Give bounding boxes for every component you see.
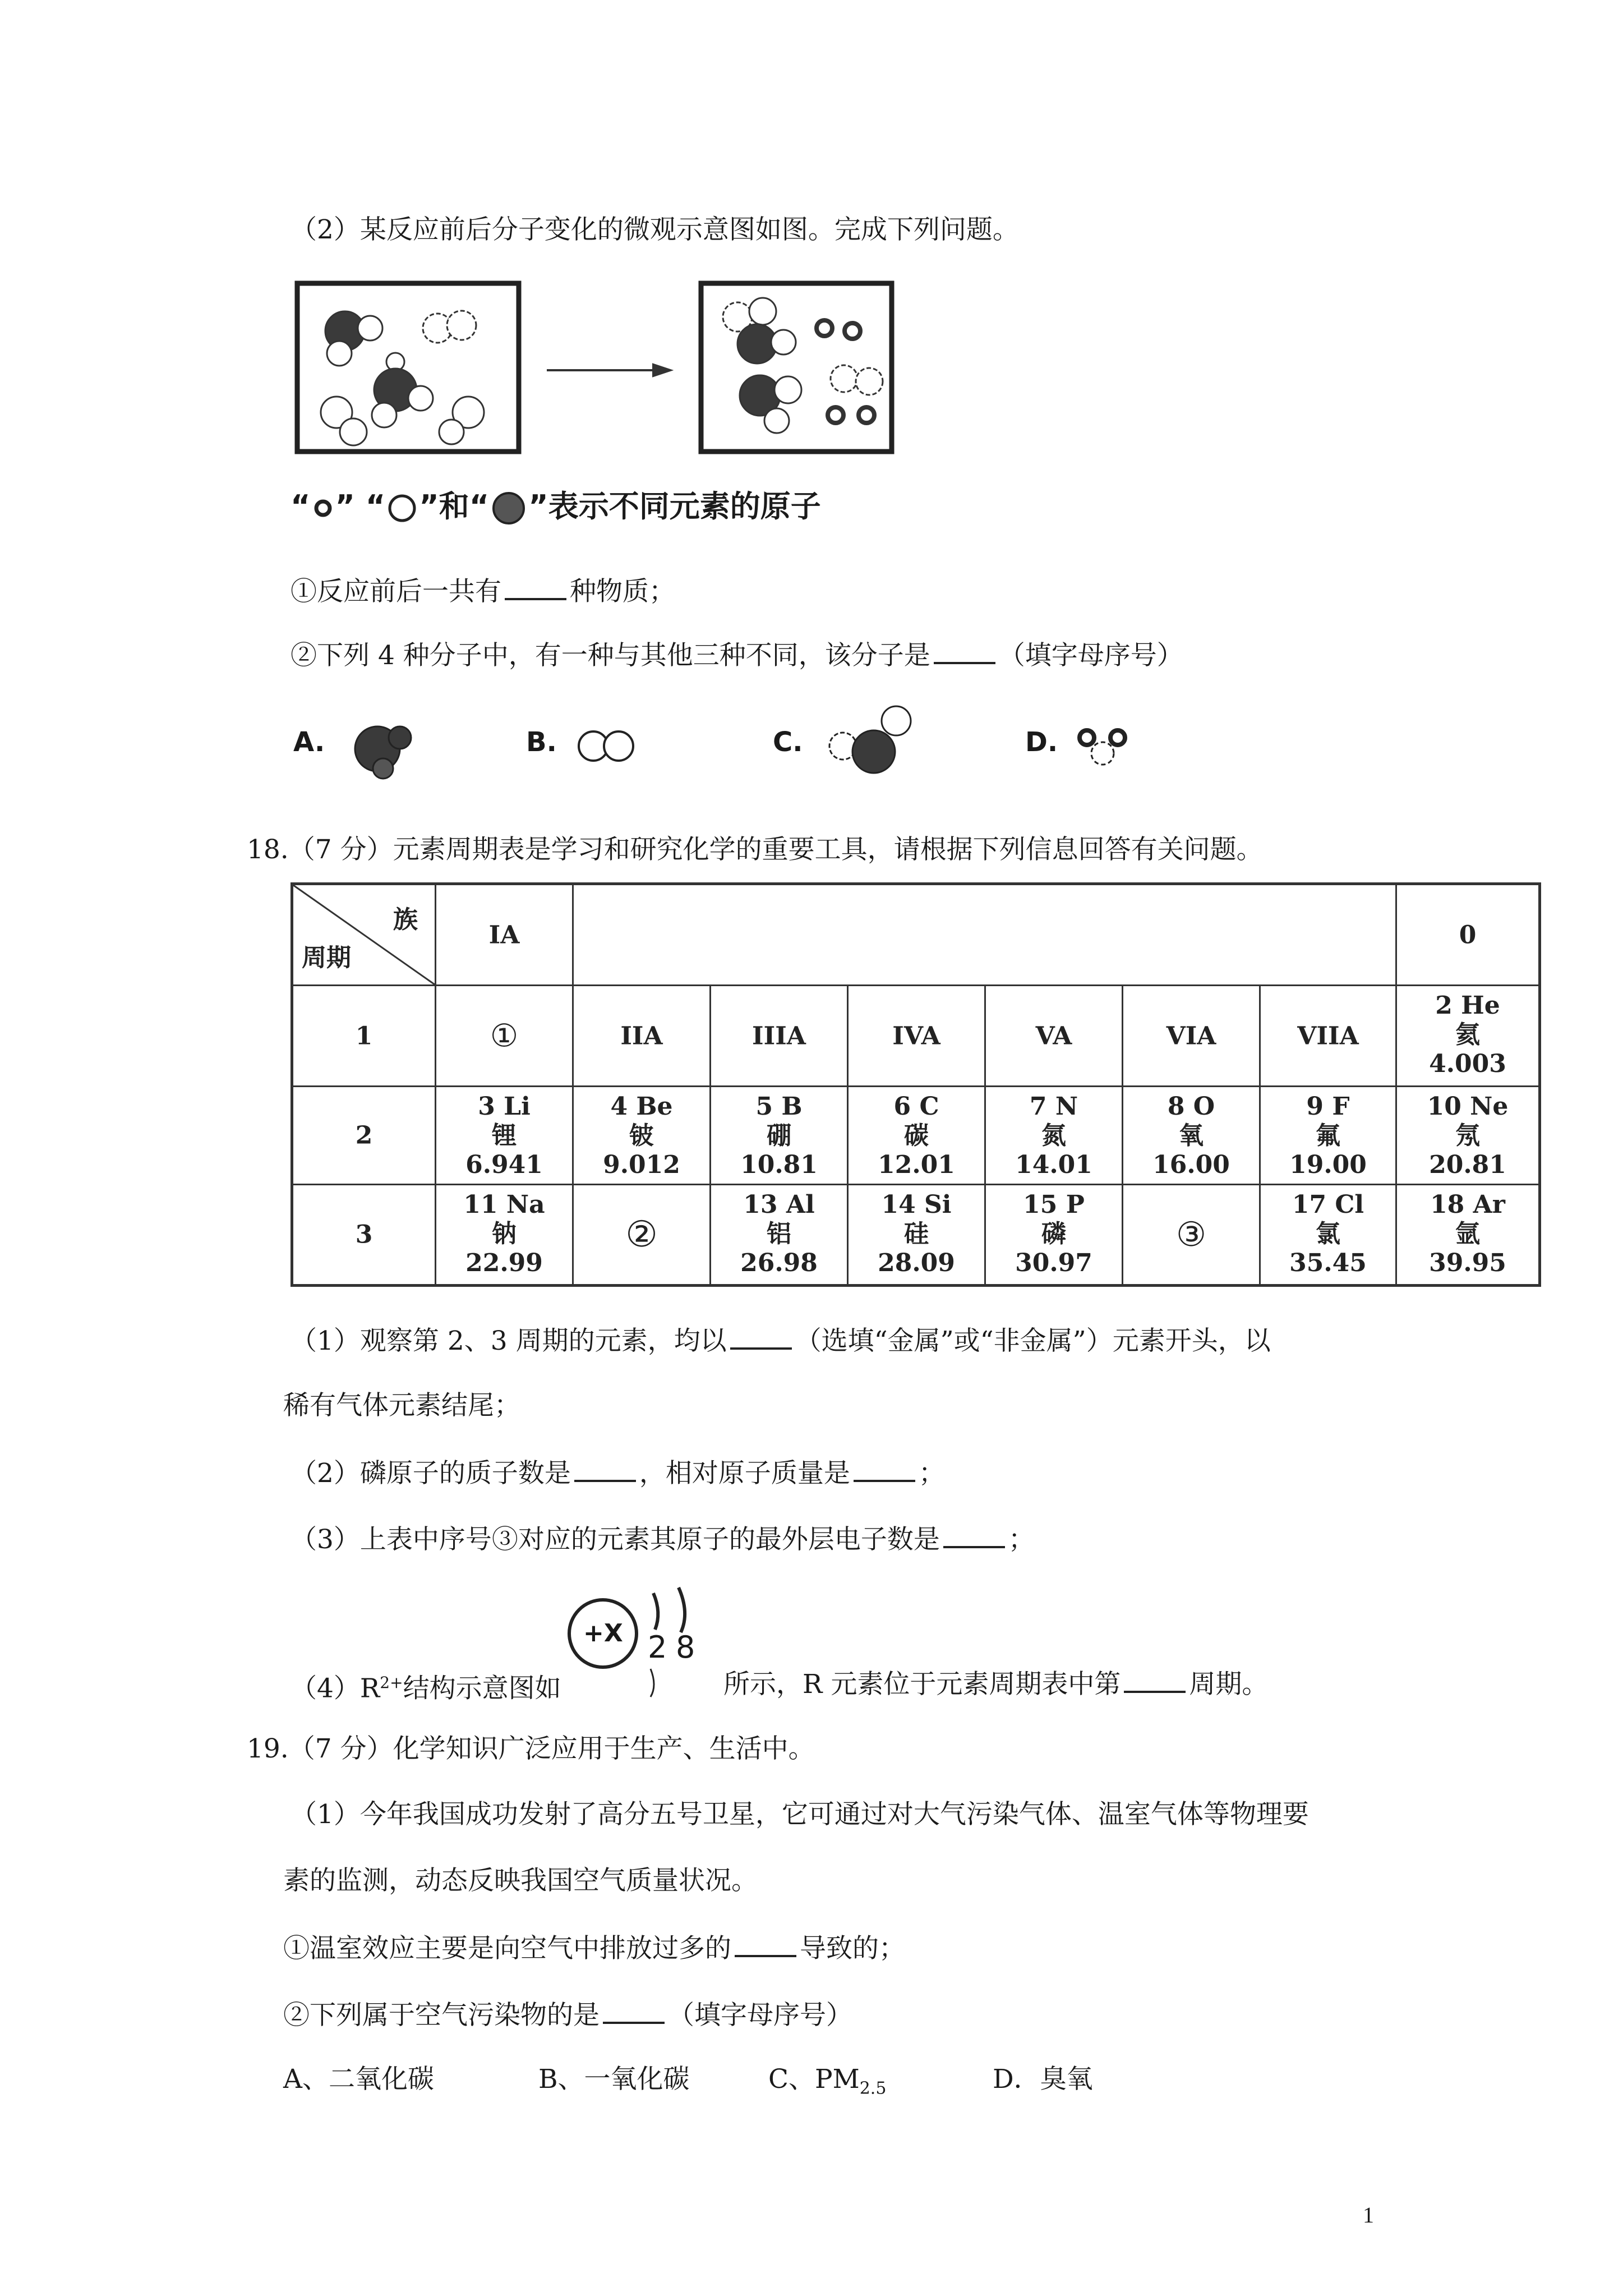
group-label: VA bbox=[1035, 1022, 1072, 1050]
element-ne bbox=[1397, 1087, 1538, 1185]
q18-p3-text: （3）上表中序号③对应的元素其原子的最外层电子数是 bbox=[291, 1524, 940, 1555]
shell-2-electrons: 8 bbox=[676, 1630, 695, 1665]
legend-sep2: ”和“ bbox=[419, 489, 490, 524]
q18-heading: 18.（7 分）元素周期表是学习和研究化学的重要工具，请根据下列信息回答有关问题。 bbox=[247, 834, 1263, 865]
element-mass: 14.01 bbox=[1015, 1151, 1092, 1179]
q18-p4-mid: 结构示意图如 bbox=[403, 1673, 561, 1704]
marker-1: ① bbox=[490, 1018, 519, 1054]
element-name: 锂 bbox=[492, 1121, 517, 1150]
q18-p4-text: （4）R bbox=[291, 1673, 380, 1704]
period-label: 3 bbox=[355, 1220, 373, 1249]
q19-p1-line2: 素的监测，动态反映我国空气质量状况。 bbox=[283, 1865, 758, 1896]
small-atom-icon bbox=[311, 496, 335, 521]
q18-p1 bbox=[291, 1323, 1271, 1358]
white-atom-icon bbox=[385, 491, 419, 525]
period-2-label bbox=[293, 1087, 436, 1185]
element-name: 碳 bbox=[904, 1121, 929, 1150]
gray-atom-icon bbox=[489, 489, 528, 528]
period-3-label bbox=[293, 1185, 436, 1284]
q18-p3-tail: ； bbox=[1008, 1524, 1035, 1555]
group-label: IVA bbox=[892, 1022, 940, 1050]
element-mass: 30.97 bbox=[1015, 1249, 1092, 1277]
group-0-label: 0 bbox=[1459, 921, 1477, 949]
q18-p1-line2: 稀有气体元素结尾； bbox=[283, 1390, 520, 1421]
charge-superscript: 2+ bbox=[380, 1673, 403, 1692]
after-molecules bbox=[723, 298, 883, 433]
group-label: IIA bbox=[620, 1022, 663, 1050]
corner-period-label: 周期 bbox=[302, 944, 351, 972]
legend-quote: “ bbox=[291, 489, 311, 524]
option-a-label: A. bbox=[293, 726, 325, 758]
group-via-cell bbox=[1123, 986, 1261, 1087]
q17-sub2-tail: （填字母序号） bbox=[998, 640, 1183, 671]
element-cl bbox=[1261, 1185, 1397, 1284]
q19-s2 bbox=[283, 1997, 852, 2032]
group-ia-label: IA bbox=[488, 921, 520, 949]
element-name: 钠 bbox=[492, 1220, 517, 1248]
marker-2-cell bbox=[574, 1185, 711, 1284]
q19-option-c-sub: 2.5 bbox=[859, 2078, 887, 2099]
molecule-a-icon bbox=[344, 712, 428, 780]
element-name: 硅 bbox=[904, 1220, 929, 1248]
element-li bbox=[436, 1087, 574, 1185]
element-number-symbol: 5 B bbox=[755, 1092, 803, 1121]
q18-p2-mid: ，相对原子质量是 bbox=[639, 1458, 850, 1489]
element-name: 硼 bbox=[767, 1121, 791, 1150]
answer-blank[interactable] bbox=[730, 1323, 792, 1350]
q19-p1-line1: （1）今年我国成功发射了高分五号卫星，它可通过对大气污染气体、温室气体等物理要 bbox=[291, 1799, 1309, 1830]
q18-p1-text: （1）观察第 2、3 周期的元素，均以 bbox=[291, 1326, 727, 1356]
element-he bbox=[1397, 986, 1538, 1087]
answer-blank[interactable] bbox=[1124, 1666, 1186, 1693]
period-label: 1 bbox=[355, 1022, 373, 1050]
element-ar bbox=[1397, 1185, 1538, 1284]
element-number-symbol: 10 Ne bbox=[1427, 1092, 1509, 1121]
marker-2: ② bbox=[625, 1214, 658, 1255]
group-iva-cell bbox=[849, 986, 986, 1087]
molecule-d-icon bbox=[1064, 715, 1154, 771]
answer-blank[interactable] bbox=[603, 1997, 665, 2024]
group-iia-cell bbox=[574, 986, 711, 1087]
element-na bbox=[436, 1185, 574, 1284]
element-number-symbol: 14 Si bbox=[881, 1190, 952, 1219]
q19-option-c bbox=[768, 2063, 886, 2105]
element-number-symbol: 4 Be bbox=[610, 1092, 673, 1121]
element-c bbox=[849, 1087, 986, 1185]
q18-p4-after: 所示，R 元素位于元素周期表中第 bbox=[723, 1669, 1121, 1700]
element-f bbox=[1261, 1087, 1397, 1185]
element-mass: 19.00 bbox=[1289, 1151, 1367, 1179]
element-be bbox=[574, 1087, 711, 1185]
q19-s2-tail: （填字母序号） bbox=[668, 2000, 852, 2031]
corner-group-label: 族 bbox=[393, 905, 418, 934]
answer-blank[interactable] bbox=[735, 1930, 796, 1957]
periodic-table bbox=[291, 882, 1541, 1287]
q19-option-d: D．臭氧 bbox=[993, 2064, 1093, 2095]
q17-sub1 bbox=[291, 573, 675, 609]
legend-text: ”表示不同元素的原子 bbox=[528, 489, 821, 524]
answer-blank[interactable] bbox=[854, 1455, 915, 1482]
shell-1-electrons: 2 bbox=[648, 1630, 667, 1665]
option-d-label: D. bbox=[1025, 726, 1058, 758]
atom-legend bbox=[291, 482, 821, 528]
q18-p2-text: （2）磷原子的质子数是 bbox=[291, 1458, 571, 1489]
answer-blank[interactable] bbox=[943, 1521, 1005, 1548]
element-mass: 28.09 bbox=[878, 1249, 955, 1277]
q17-sub2 bbox=[291, 637, 1183, 673]
element-name: 铍 bbox=[629, 1121, 654, 1150]
element-mass: 6.941 bbox=[465, 1151, 543, 1179]
period-1-label bbox=[293, 986, 436, 1087]
element-mass: 16.00 bbox=[1152, 1151, 1230, 1179]
group-label: IIIA bbox=[752, 1022, 806, 1050]
element-number-symbol: 18 Ar bbox=[1430, 1190, 1505, 1219]
element-number-symbol: 7 N bbox=[1029, 1092, 1078, 1121]
legend-sep1: ” “ bbox=[335, 489, 386, 524]
q17-sub1-text: ①反应前后一共有 bbox=[291, 576, 501, 607]
q19-option-b: B、一氧化碳 bbox=[538, 2064, 690, 2095]
element-b bbox=[711, 1087, 849, 1185]
group-label: VIA bbox=[1166, 1022, 1216, 1050]
atom-structure-diagram bbox=[561, 1571, 729, 1700]
element-number-symbol: 3 Li bbox=[478, 1092, 531, 1121]
group-label: VIIA bbox=[1297, 1022, 1359, 1050]
marker-3-cell bbox=[1123, 1185, 1261, 1284]
q17-sub1-tail: 种物质； bbox=[570, 576, 675, 607]
answer-blank[interactable] bbox=[934, 637, 995, 664]
q19-s2-text: ②下列属于空气污染物的是 bbox=[283, 2000, 600, 2031]
q18-p2-tail: ； bbox=[918, 1458, 945, 1489]
element-n bbox=[986, 1087, 1123, 1185]
row1-ia-cell bbox=[436, 986, 574, 1087]
element-name: 氯 bbox=[1316, 1220, 1340, 1248]
molecule-b-icon bbox=[571, 718, 649, 774]
q18-p4 bbox=[291, 1666, 561, 1706]
element-name: 氦 bbox=[1455, 1020, 1480, 1049]
q18-p2 bbox=[291, 1455, 945, 1490]
element-al bbox=[711, 1185, 849, 1284]
group-va-cell bbox=[986, 986, 1123, 1087]
molecule-options bbox=[291, 707, 1188, 780]
element-number-symbol: 17 Cl bbox=[1292, 1190, 1364, 1219]
element-name: 铝 bbox=[767, 1220, 791, 1248]
q19-s1-tail: 导致的； bbox=[800, 1933, 905, 1964]
q18-p4-end: 周期。 bbox=[1189, 1669, 1269, 1700]
element-number-symbol: 6 C bbox=[893, 1092, 939, 1121]
q19-option-a: A、二氧化碳 bbox=[283, 2064, 434, 2095]
molecule-c-icon bbox=[818, 698, 930, 783]
q17-sub2-text: ②下列 4 种分子中，有一种与其他三种不同，该分子是 bbox=[291, 640, 930, 671]
q18-p4-cont bbox=[723, 1666, 1268, 1701]
q17-2-intro: （2）某反应前后分子变化的微观示意图如图。完成下列问题。 bbox=[291, 214, 1019, 245]
element-number-symbol: 15 P bbox=[1023, 1190, 1085, 1219]
before-molecules bbox=[321, 311, 484, 445]
element-mass: 35.45 bbox=[1289, 1249, 1367, 1277]
q18-p1-tail: （选填“金属”或“非金属”）元素开头，以 bbox=[795, 1326, 1271, 1356]
element-mass: 26.98 bbox=[740, 1249, 818, 1277]
marker-3: ③ bbox=[1176, 1215, 1206, 1254]
group-viia-cell bbox=[1261, 986, 1397, 1087]
group-0-header bbox=[1397, 885, 1538, 986]
element-si bbox=[849, 1185, 986, 1284]
element-name: 氮 bbox=[1041, 1121, 1066, 1150]
element-name: 氖 bbox=[1455, 1121, 1480, 1150]
reaction-diagram bbox=[283, 278, 939, 463]
element-name: 磷 bbox=[1041, 1220, 1066, 1248]
element-mass: 39.95 bbox=[1429, 1249, 1506, 1277]
answer-blank[interactable] bbox=[505, 573, 566, 600]
q19-option-c-text: C、PM bbox=[768, 2064, 860, 2095]
q19-s1-text: ①温室效应主要是向空气中排放过多的 bbox=[283, 1933, 731, 1964]
element-mass: 20.81 bbox=[1429, 1151, 1506, 1179]
group-middle-header bbox=[574, 885, 1397, 986]
option-c-label: C. bbox=[773, 726, 803, 758]
element-mass: 4.003 bbox=[1429, 1050, 1506, 1078]
arrow bbox=[547, 365, 670, 376]
element-number-symbol: 8 O bbox=[1167, 1092, 1215, 1121]
element-name: 氩 bbox=[1455, 1220, 1480, 1248]
table-corner bbox=[293, 885, 436, 986]
element-mass: 22.99 bbox=[465, 1249, 543, 1277]
element-number-symbol: 9 F bbox=[1306, 1092, 1350, 1121]
group-iiia-cell bbox=[711, 986, 849, 1087]
element-o bbox=[1123, 1087, 1261, 1185]
element-number-symbol: 2 He bbox=[1435, 991, 1500, 1020]
option-b-label: B. bbox=[526, 726, 557, 758]
element-p bbox=[986, 1185, 1123, 1284]
q18-p3 bbox=[291, 1521, 1035, 1557]
q19-s1 bbox=[283, 1930, 905, 1966]
element-mass: 10.81 bbox=[740, 1151, 818, 1179]
element-mass: 9.012 bbox=[603, 1151, 680, 1179]
element-name: 氧 bbox=[1179, 1121, 1204, 1150]
element-number-symbol: 13 Al bbox=[743, 1190, 815, 1219]
element-name: 氟 bbox=[1316, 1121, 1340, 1150]
answer-blank[interactable] bbox=[574, 1455, 636, 1482]
period-label: 2 bbox=[355, 1121, 373, 1150]
element-mass: 12.01 bbox=[878, 1151, 955, 1179]
q19-heading: 19.（7 分）化学知识广泛应用于生产、生活中。 bbox=[247, 1733, 815, 1764]
element-number-symbol: 11 Na bbox=[463, 1190, 545, 1219]
page-number: 1 bbox=[1363, 2202, 1374, 2228]
group-ia-header bbox=[436, 885, 574, 986]
nucleus-label: +X bbox=[583, 1619, 623, 1648]
